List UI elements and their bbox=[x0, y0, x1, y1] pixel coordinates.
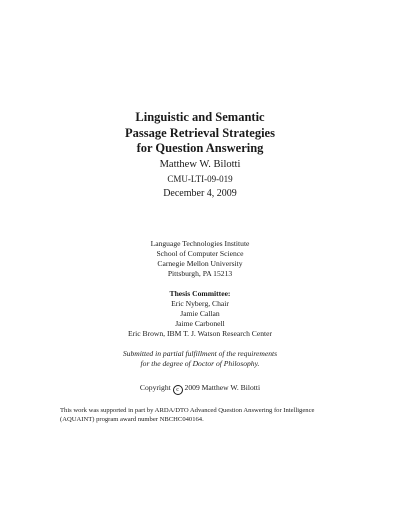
institution-line-2: School of Computer Science bbox=[156, 249, 244, 258]
title-line-1: Linguistic and Semantic bbox=[135, 110, 265, 124]
institution-line-4: Pittsburgh, PA 15213 bbox=[167, 269, 233, 278]
funding-acknowledgement bbox=[60, 406, 360, 424]
title-line-3: for Question Answering bbox=[136, 141, 264, 155]
thesis-date: December 4, 2009 bbox=[163, 188, 237, 199]
submission-line-1: Submitted in partial fulfillment of the requirements bbox=[122, 349, 278, 358]
institution-block bbox=[0, 239, 400, 279]
author-name: Matthew W. Bilotti bbox=[159, 159, 241, 170]
thesis-committee bbox=[0, 289, 400, 339]
title-line-2: Passage Retrieval Strategies bbox=[125, 125, 275, 140]
report-number: CMU-LTI-09-019 bbox=[167, 174, 233, 184]
copyright-notice bbox=[0, 383, 400, 395]
committee-member: Jaime Carbonell bbox=[175, 319, 225, 328]
institution-line-3: Carnegie Mellon University bbox=[157, 259, 243, 268]
submission-statement bbox=[0, 349, 400, 369]
thesis-title bbox=[0, 110, 400, 157]
submission-line-2: for the degree of Doctor of Philosophy. bbox=[140, 359, 260, 368]
funding-line-2: (AQUAINT) program award number NBCHC040164. bbox=[60, 416, 204, 423]
committee-member: Jamie Callan bbox=[180, 309, 220, 318]
committee-member: Eric Nyberg, Chair bbox=[171, 299, 229, 308]
copyright-icon: c bbox=[173, 385, 183, 395]
committee-member: Eric Brown, IBM T. J. Watson Research Center bbox=[127, 329, 273, 338]
copyright-text: 2009 Matthew W. Bilotti bbox=[184, 383, 261, 392]
institution-line-1: Language Technologies Institute bbox=[150, 239, 250, 248]
funding-line-1: This work was supported in part by ARDA/DTO Advanced Question Answering for Intelligence bbox=[60, 407, 315, 414]
committee-heading: Thesis Committee: bbox=[169, 289, 231, 298]
copyright-prefix: Copyright bbox=[139, 383, 171, 392]
